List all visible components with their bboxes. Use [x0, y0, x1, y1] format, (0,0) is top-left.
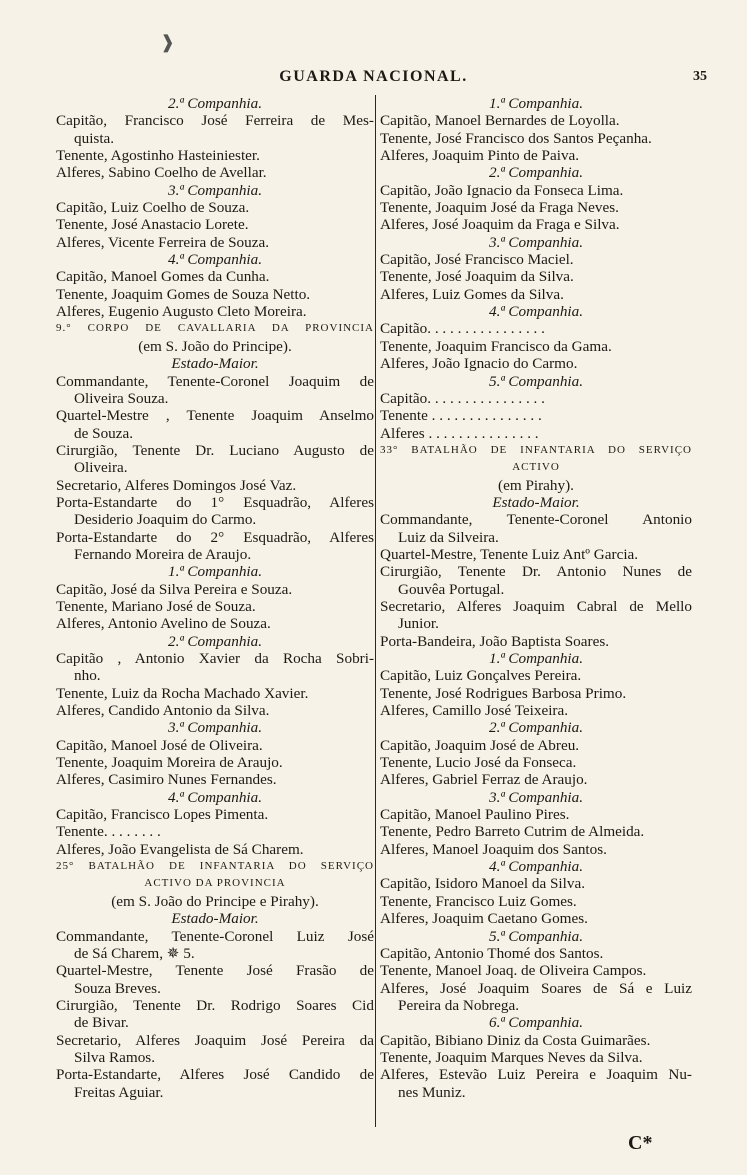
right-text-line: Capitão, Bibiano Diniz da Costa Guimarães.	[380, 1031, 651, 1049]
right-text-line: Alferes, Estevão Luiz Pereira e Joaquim Nu-	[380, 1066, 692, 1084]
left-text-line: Cirurgião, Tenente Dr. Luciano Augusto de	[56, 441, 374, 459]
right-text-line: Capitão, Manoel Bernardes de Loyolla.	[380, 112, 620, 130]
right-text-line: 1.ª Companhia.	[488, 650, 584, 667]
left-text-line: Capitão , Antonio Xavier da Rocha Sobri-	[56, 650, 374, 667]
left-text-line: Oliveira Souza.	[74, 389, 169, 407]
page-header	[0, 68, 747, 90]
right-text-line: Quartel-Mestre, Tenente Luiz Antº Garcia.	[380, 545, 639, 563]
right-text-line: Capitão, Antonio Thomé dos Santos.	[380, 944, 604, 962]
right-text-line: Gouvêa Portugal.	[398, 580, 505, 598]
right-text-line: 6.ª Companhia.	[488, 1014, 584, 1032]
left-text-line: Capitão, Francisco Lopes Pimenta.	[56, 806, 269, 824]
right-text-line: Tenente, Joaquim José da Fraga Neves.	[380, 199, 619, 217]
left-text-line: Oliveira.	[74, 459, 128, 477]
left-text-line: Alferes, Eugenio Augusto Cleto Moreira.	[56, 303, 307, 321]
right-text-line: Tenente, Manoel Joaq. de Oliveira Campos.	[380, 962, 647, 980]
left-text-line: Secretario, Alferes Joaquim José Pereira da	[56, 1031, 374, 1049]
left-text-line: 3.ª Companhia.	[167, 181, 263, 199]
right-text-line: 5.ª Companhia.	[488, 927, 584, 945]
left-text-line: Cirurgião, Tenente Dr. Rodrigo Soares Cid	[56, 996, 374, 1014]
left-text-line: 1.ª Companhia.	[167, 563, 263, 581]
right-text-line: Alferes, José Joaquim Soares de Sá e Luiz	[380, 979, 692, 997]
right-text-line: Alferes . . . . . . . . . . . . . . .	[380, 424, 539, 442]
right-text-line: Alferes, Gabriel Ferraz de Araujo.	[380, 771, 588, 789]
signature-mark: C*	[628, 1132, 653, 1154]
left-text-line: Tenente, Agostinho Hasteiniester.	[56, 147, 260, 165]
left-text-line: Alferes, Vicente Ferreira de Souza.	[56, 233, 270, 251]
right-text-line: Tenente, Lucio José da Fonseca.	[380, 754, 577, 772]
left-column	[56, 95, 374, 1101]
left-text-line: Quartel-Mestre, Tenente José Frasão de	[56, 962, 374, 980]
left-text-line: de Souza.	[74, 424, 134, 442]
left-text-line: 2.ª Companhia.	[167, 632, 263, 650]
left-text-line: Capitão, Manoel José de Oliveira.	[56, 736, 263, 754]
right-text-line: Alferes, Joaquim Pinto de Paiva.	[380, 147, 580, 165]
right-text-line: Capitão, Luiz Gonçalves Pereira.	[380, 667, 582, 685]
left-text-line: nho.	[74, 667, 101, 685]
left-text-line: Capitão, José da Silva Pereira e Souza.	[56, 580, 293, 598]
right-text-line: Alferes, José Joaquim da Fraga e Silva.	[380, 216, 620, 234]
page-title: GUARDA NACIONAL.	[279, 68, 468, 85]
right-text-line: Capitão, Manoel Paulino Pires.	[380, 806, 570, 824]
left-text-line: Alferes, Antonio Avelino de Souza.	[56, 615, 271, 633]
left-text-line: de Bivar.	[74, 1014, 129, 1032]
left-text-line: Alferes, Candido Antonio da Silva.	[56, 702, 270, 720]
right-text-line: Tenente . . . . . . . . . . . . . . .	[380, 407, 542, 425]
right-text-line: 5.ª Companhia.	[488, 372, 584, 390]
left-text-line: Tenente, Luiz da Rocha Machado Xavier.	[56, 684, 309, 702]
right-column	[380, 95, 692, 1101]
right-text-line: 2.ª Companhia.	[488, 719, 584, 737]
left-text-line: Secretario, Alferes Domingos José Vaz.	[56, 476, 297, 494]
right-text-line: Tenente, Joaquim Marques Neves da Silva.	[380, 1048, 643, 1066]
right-text-line: Alferes, João Ignacio do Carmo.	[380, 355, 578, 373]
right-text-line: Alferes, Camillo José Teixeira.	[380, 702, 569, 720]
left-text-line: 2.ª Companhia.	[167, 95, 263, 112]
right-text-line: 4.ª Companhia.	[488, 303, 584, 321]
left-text-line: Tenente, Joaquim Moreira de Araujo.	[56, 754, 283, 772]
right-text-line: 3.ª Companhia.	[488, 788, 584, 806]
right-text-line: nes Muniz.	[398, 1083, 466, 1101]
left-text-line: Porta-Estandarte do 2° Esquadrão, Alferes	[56, 528, 374, 546]
left-text-line: Freitas Aguiar.	[74, 1083, 164, 1101]
right-text-line: Tenente, José Francisco dos Santos Peçanha.	[380, 129, 652, 147]
right-text-line: 2.ª Companhia.	[488, 164, 584, 182]
left-text-line: Fernando Moreira de Araujo.	[74, 545, 252, 563]
left-text-line: ACTIVO DA PROVINCIA	[144, 877, 286, 890]
column-divider	[375, 95, 376, 1127]
right-text-line: Capitão. . . . . . . . . . . . . . . .	[380, 389, 545, 407]
left-text-line: Capitão, Luiz Coelho de Souza.	[56, 199, 250, 217]
right-text-line: Alferes, Luiz Gomes da Silva.	[380, 285, 564, 303]
right-text-line: 3.ª Companhia.	[488, 233, 584, 251]
left-text-line: Estado-Maior.	[171, 355, 259, 373]
left-text-line: 3.ª Companhia.	[167, 719, 263, 737]
right-text-line: Tenente, Francisco Luiz Gomes.	[380, 892, 577, 910]
right-text-line: Luiz da Silveira.	[398, 528, 499, 546]
left-text-line: quista.	[74, 129, 115, 147]
left-text-line: 9.° CORPO DE CAVALLARIA DA PROVINCIA	[56, 322, 374, 335]
right-text-line: 1.ª Companhia.	[488, 95, 584, 112]
right-text-line: Capitão, Joaquim José de Abreu.	[380, 736, 580, 754]
left-text-line: Alferes, Sabino Coelho de Avellar.	[56, 164, 267, 182]
right-text-line: Alferes, Manoel Joaquim dos Santos.	[380, 840, 607, 858]
left-text-line: Tenente, José Anastacio Lorete.	[56, 216, 249, 234]
right-text-line: Alferes, Joaquim Caetano Gomes.	[380, 910, 588, 928]
left-text-line: 4.ª Companhia.	[167, 788, 263, 806]
right-text-line: (em Pirahy).	[498, 476, 574, 494]
left-text-line: 25° BATALHÃO DE INFANTARIA DO SERVIÇO	[56, 860, 374, 873]
left-text-line: Alferes, Casimiro Nunes Fernandes.	[56, 771, 277, 789]
page-number: 35	[693, 69, 707, 84]
left-text-line: de Sá Charem, ✵ 5.	[74, 944, 195, 962]
left-text-line: 4.ª Companhia.	[167, 251, 263, 269]
left-text-line: Estado-Maior.	[171, 910, 259, 928]
right-text-line: Porta-Bandeira, João Baptista Soares.	[380, 632, 610, 650]
left-text-line: Alferes, João Evangelista de Sá Charem.	[56, 840, 304, 858]
right-text-line: Tenente, José Rodrigues Barbosa Primo.	[380, 684, 627, 702]
left-text-line: Porta-Estandarte do 1° Esquadrão, Alferes	[56, 493, 374, 511]
left-text-line: Porta-Estandarte, Alferes José Candido de	[56, 1066, 374, 1084]
right-text-line: 33° BATALHÃO DE INFANTARIA DO SERVIÇO	[380, 443, 692, 456]
right-text-line: Capitão. . . . . . . . . . . . . . . .	[380, 320, 545, 338]
right-text-line: Cirurgião, Tenente Dr. Antonio Nunes de	[380, 563, 692, 581]
right-text-line: Pereira da Nobrega.	[398, 996, 520, 1014]
right-text-line: Commandante, Tenente-Coronel Antonio	[380, 511, 692, 529]
left-text-line: (em S. João do Principe).	[138, 337, 292, 355]
right-text-line: Tenente, Joaquim Francisco da Gama.	[380, 337, 612, 355]
right-text-line: Junior.	[398, 615, 439, 633]
corner-mark: ❱	[160, 32, 176, 52]
left-text-line: Souza Breves.	[74, 979, 161, 997]
left-text-line: Tenente, Joaquim Gomes de Souza Netto.	[56, 285, 311, 303]
left-text-line: Commandante, Tenente-Coronel Joaquim de	[56, 372, 374, 390]
right-text-line: 4.ª Companhia.	[488, 858, 584, 876]
right-text-line: Secretario, Alferes Joaquim Cabral de Mello	[380, 597, 692, 615]
left-text-line: Quartel-Mestre , Tenente Joaquim Anselmo	[56, 407, 374, 425]
right-text-line: Capitão, Isidoro Manoel da Silva.	[380, 875, 585, 893]
right-text-line: Tenente, Pedro Barreto Cutrim de Almeida.	[380, 823, 645, 841]
left-text-line: (em S. João do Principe e Pirahy).	[111, 892, 319, 910]
left-text-line: Commandante, Tenente-Coronel Luiz José	[56, 927, 374, 945]
right-text-line: Capitão, João Ignacio da Fonseca Lima.	[380, 181, 624, 199]
right-text-line: Capitão, José Francisco Maciel.	[380, 251, 574, 269]
left-text-line: Capitão, Manoel Gomes da Cunha.	[56, 268, 270, 286]
left-text-line: Capitão, Francisco José Ferreira de Mes-	[56, 112, 374, 130]
right-text-line: Tenente, José Joaquim da Silva.	[380, 268, 574, 286]
right-text-line: ACTIVO	[512, 461, 560, 474]
left-text-line: Tenente, Mariano José de Souza.	[56, 597, 256, 615]
left-text-line: Tenente. . . . . . . .	[56, 823, 161, 841]
left-text-line: Desiderio Joaquim do Carmo.	[74, 511, 257, 529]
left-text-line: Silva Ramos.	[74, 1048, 156, 1066]
right-text-line: Estado-Maior.	[492, 493, 580, 511]
